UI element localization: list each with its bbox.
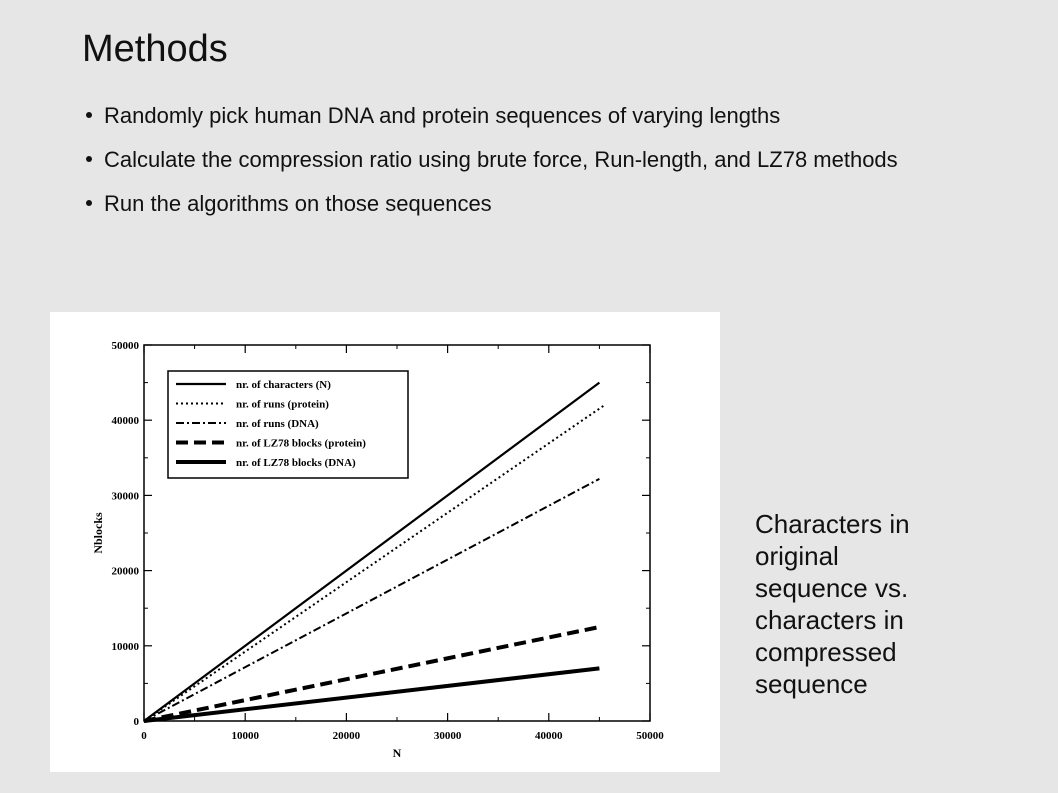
bullet-item — [82, 144, 982, 176]
x-tick-label: 30000 — [433, 730, 462, 742]
bullet-item — [82, 100, 982, 132]
bullet-dot-icon — [86, 112, 92, 118]
bullet-dot-icon — [86, 200, 92, 206]
chart-caption: Characters in original sequence vs. characters in compressed sequence — [755, 509, 910, 699]
y-tick-label: 20000 — [111, 565, 139, 578]
bullet-text: Calculate the compression ratio using brute force, Run-length, and LZ78 methods — [104, 147, 898, 172]
bullet-item — [82, 188, 982, 220]
x-axis-label: N — [392, 746, 402, 760]
x-tick-label: 10000 — [231, 730, 259, 742]
bullet-list — [82, 100, 982, 232]
chart-panel — [50, 312, 720, 772]
legend-label: nr. of runs (DNA) — [236, 418, 319, 430]
bullet-dot-icon — [86, 156, 92, 162]
x-tick-label: 20000 — [332, 730, 361, 742]
series-line — [144, 479, 599, 721]
y-tick-label: 30000 — [111, 490, 139, 503]
y-tick-label: 10000 — [111, 640, 139, 653]
x-tick-label: 0 — [141, 730, 147, 742]
x-tick-label: 40000 — [535, 730, 563, 742]
slide-title: Methods — [82, 28, 228, 70]
y-tick-label: 50000 — [111, 340, 139, 352]
bullet-text: Randomly pick human DNA and protein sequences of varying lengths — [104, 103, 781, 128]
series-line — [144, 668, 599, 721]
line-chart — [50, 312, 720, 772]
legend-label: nr. of LZ78 blocks (protein) — [236, 437, 366, 450]
legend-label: nr. of characters (N) — [236, 379, 331, 391]
legend-label: nr. of LZ78 blocks (DNA) — [236, 457, 356, 469]
legend-label: nr. of runs (protein) — [236, 398, 329, 411]
y-tick-label: 0 — [133, 716, 139, 728]
series-line — [144, 627, 599, 721]
x-tick-label: 50000 — [636, 730, 664, 742]
y-axis-label: Nblocks — [91, 512, 105, 554]
y-tick-label: 40000 — [111, 415, 139, 428]
bullet-text: Run the algorithms on those sequences — [104, 191, 492, 216]
